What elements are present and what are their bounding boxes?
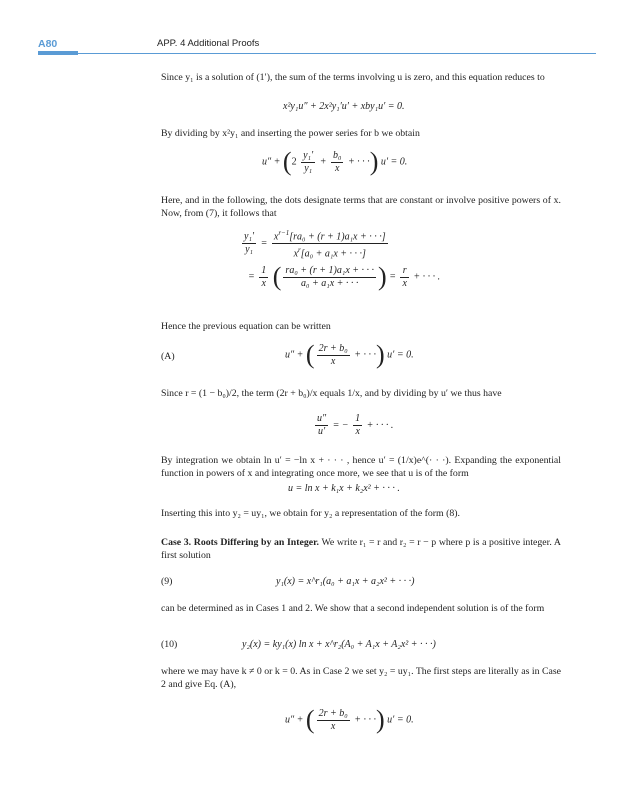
header-rule [38, 53, 596, 54]
equation-label-10: (10) [161, 639, 178, 650]
paragraph-3: Here, and in the following, the dots designate terms that are constant or involve positive powers of x. Now, from (7), it follows that [161, 195, 561, 219]
equation-label-A: (A) [161, 351, 175, 362]
equation-ratio-expanded: = $\frac{1}{x}$ ( $\frac{\text{ra₀ + (r + 1)a₁x + · · ·}}{\text{a₀ + a₁x + · · ·}}$ ) = $\frac{r}{x}$ + · · · . [248, 262, 441, 291]
paragraph-5: Since r = (1 − b₀)/2, the term (2r + b₀)/x equals 1/x, and by dividing by u′ we thus have [161, 388, 502, 399]
equation-divided-by-u: $\frac{u''}{u'}$ = − $\frac{1}{x}$ + · · · . [317, 413, 394, 437]
paragraph-8: can be determined as in Cases 1 and 2. We show that a second independent solution is of the form [161, 603, 545, 614]
page-number: A80 [38, 38, 58, 50]
running-title: APP. 4 Additional Proofs [157, 38, 260, 49]
paragraph-9: where we may have k ≠ 0 or k = 0. As in Case 2 we set y₂ = uy₁. The first steps are literally as in Case 2 and give Eq. (A), [161, 666, 561, 690]
equation-ratio: $\frac{\text{y₁′}}{\text{y₁}}$ = $\frac{x^{r-1}[ra_0 + (r + 1)a_1x + \cdot \cdot \cdot]}{x^r[a_0 + a_1x + \cdot \cdot \cdot]}$ [244, 229, 386, 260]
paragraph-2: By dividing by x²y₁ and inserting the power series for b we obtain [161, 128, 420, 139]
page-header [38, 38, 598, 54]
equation-u-form: u = ln x + k₁x + k₂x² + · · · . [288, 483, 400, 494]
paragraph-6: By integration we obtain ln u′ = −ln x + · · · , hence u′ = (1/x)e^(· · ·). Expanding the exponential function in powers of x and integrating once more, we see that u is of the form [161, 455, 561, 479]
equation-A-repeat: u″ + ( $\frac{\text{2r + b₀}}{x}$ + · · ·) u′ = 0. [285, 705, 414, 734]
equation-divided: u″ + (2 $\frac{\text{y₁′}}{\text{y₁}}$ + $\frac{\text{b₀}}{x}$ + · · ·) u′ = 0. [262, 147, 408, 176]
equation-reduced: x²y₁u″ + 2x²y₁′u′ + xby₁u′ = 0. [283, 101, 405, 112]
equation-A: u″ + ( $\frac{\text{2r + b₀}}{x}$ + · · ·) u′ = 0. [285, 340, 414, 369]
case-3-text: We write r₁ = r and r₂ = r − p where p is a positive integer. A first solution [161, 537, 561, 561]
equation-10: y₂(x) = ky₁(x) ln x + x^r₂(A₀ + A₁x + A₂x² + · · ·) [242, 639, 436, 650]
case-3-title: Case 3. Roots Differing by an Integer. [161, 537, 320, 548]
equation-9: y₁(x) = x^r₁(a₀ + a₁x + a₂x² + · · ·) [276, 576, 415, 587]
paragraph-7: Inserting this into y₂ = uy₁, we obtain for y₂ a representation of the form (8). [161, 508, 460, 519]
paragraph-4: Hence the previous equation can be written [161, 321, 331, 332]
paragraph-1: Since y₁ is a solution of (1′), the sum of the terms involving u is zero, and this equation reduces to [161, 72, 545, 83]
case-3-paragraph [161, 536, 561, 562]
equation-label-9: (9) [161, 576, 173, 587]
